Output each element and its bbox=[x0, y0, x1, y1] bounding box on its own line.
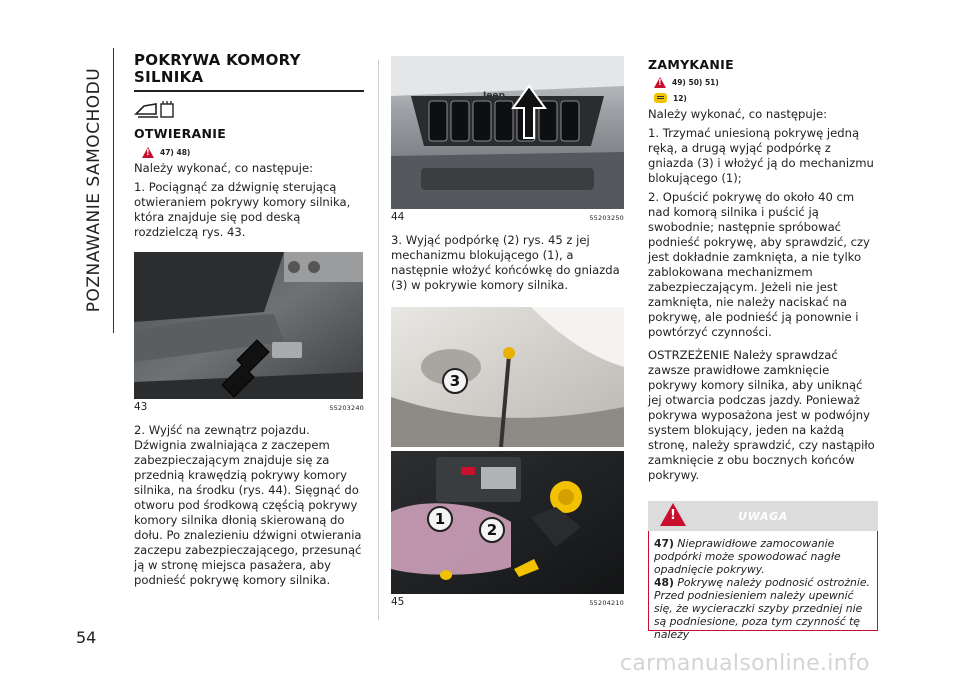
warning-references-closing: ! 49) 50) 51) bbox=[654, 77, 878, 88]
section-heading-opening: OTWIERANIE bbox=[134, 126, 227, 141]
section-heading-closing: ZAMYKANIE bbox=[648, 57, 734, 72]
warning-box-header: ! UWAGA bbox=[648, 501, 878, 531]
intro-text: Należy wykonać, co następuje: bbox=[134, 161, 313, 175]
intro-text-closing: Należy wykonać, co następuje: bbox=[648, 107, 827, 121]
warning-icon bbox=[142, 147, 154, 158]
watermark: carmanualsonline.info bbox=[620, 651, 870, 676]
section-title: POZNAWANIE SAMOCHODU bbox=[84, 67, 104, 313]
callout-1: 1 bbox=[427, 506, 453, 532]
page-number: 54 bbox=[76, 628, 97, 647]
warning-icon bbox=[654, 77, 666, 88]
closing-step-2-text: 2. Opuścić pokrywę do około 40 cm nad komorą silnika i puścić ją swobodnie; następnie spróbować podnieść pokrywę, aby sprawdzić, czy jest dokładnie zamknięta, a nie tylko zablokowana mechanizmem zabezpieczającym. Jeżeli nie jest zamknięta, nie należy naciskać na pokrywę, ale podnieść ją ponownie i powtórzyć czynności. bbox=[648, 190, 870, 339]
warning-item-48: 48) Pokrywę należy podnosić ostrożnie. Przed podniesieniem należy upewnić się, że wycieraczki szyby przedniej nie są podniesione, poza tym czynność tę należy bbox=[654, 576, 870, 641]
figure-43-caption: 43 55203240 bbox=[134, 401, 364, 413]
figure-45-caption: 45 55204210 bbox=[391, 596, 624, 608]
caution-text: OSTRZEŻENIE Należy sprawdzać zawsze prawidłowe zamknięcie pokrywy komory silnika, aby uniknąć jej otwarcia podczas jazdy. Ponieważ pokrywa wyposażona jest w podwójny system blokujący, jeden na każdą stronę, należy sprawdzić, czy nastąpiło zamknięcie z obu bocznych końców pokrywy. bbox=[648, 348, 875, 482]
step-2-text: 2. Wyjść na zewnątrz pojazdu. Dźwignia zwalniająca z zaczepem zabezpieczającym znajduje się za przednią krawędzią pokrywy komory silnika, na środku (rys. 44). Sięgnąć do otworu pod środkową częścią pokrywy komory silnika dłonią skierowaną do dołu. Po znalezieniu dźwigni otwierania zaczepu zabezpieczającego, przesunąć ją w stronę miejsca pasażera, aby podnieść pokrywę komory silnika. bbox=[134, 423, 362, 587]
warning-box bbox=[648, 501, 878, 641]
callout-2: 2 bbox=[479, 517, 505, 543]
column-closing bbox=[648, 57, 878, 641]
title-rule bbox=[134, 90, 364, 92]
figure-44-caption: 44 55203250 bbox=[391, 211, 624, 223]
warning-triangle-icon bbox=[660, 503, 686, 526]
step-3-text: 3. Wyjąć podpórkę (2) rys. 45 z jej mechanizmu blokującego (1), a następnie włożyć końcówkę do gniazda (3) w pokrywie komory silnika. bbox=[391, 233, 620, 292]
callout-3: 3 bbox=[442, 368, 468, 394]
column-figures bbox=[391, 56, 624, 608]
warning-references: ! 47) 48) bbox=[142, 147, 364, 158]
section-divider bbox=[113, 48, 114, 333]
jeep-badge: Jeep bbox=[483, 91, 505, 101]
figure-44-photo bbox=[391, 56, 624, 209]
warning-box-body bbox=[648, 531, 878, 641]
figure-43-photo bbox=[134, 252, 363, 399]
note-icon bbox=[654, 93, 667, 103]
figure-45-photo bbox=[391, 307, 624, 594]
step-1-text: 1. Pociągnąć za dźwignię sterującą otwieraniem pokrywy komory silnika, która znajduje się pod deską rozdzielczą rys. 43. bbox=[134, 180, 351, 239]
column-separator bbox=[378, 60, 379, 620]
closing-step-1-text: 1. Trzymać uniesioną pokrywę jedną ręką, a drugą wyjąć podpórkę z gniazda (3) i włożyć ją do mechanizmu blokującego (1); bbox=[648, 126, 874, 185]
column-opening bbox=[134, 52, 364, 588]
page-title: POKRYWA KOMORY SILNIKA bbox=[134, 51, 301, 86]
warning-item-47: 47) Nieprawidłowe zamocowanie podpórki może spowodować nagłe opadnięcie pokrywy. bbox=[654, 537, 841, 576]
note-references-closing: 12) bbox=[654, 93, 878, 103]
engine-hood-icon bbox=[134, 100, 364, 120]
